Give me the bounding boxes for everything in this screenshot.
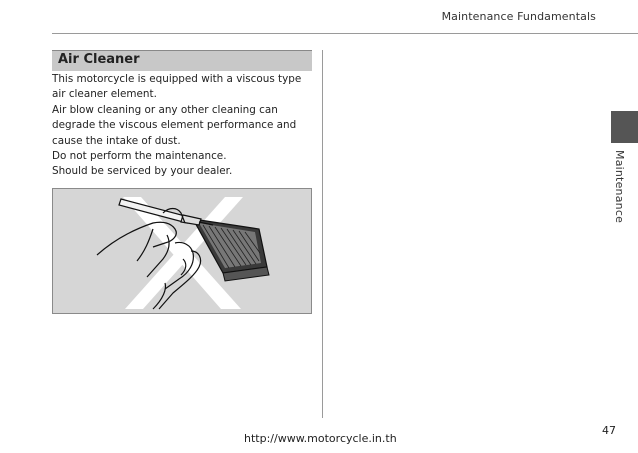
side-tab-label: Maintenance	[613, 150, 626, 224]
body-line: degrade the viscous element performance and	[52, 119, 297, 132]
header-title: Maintenance Fundamentals	[441, 10, 596, 23]
side-tab-label-wrap	[611, 150, 638, 250]
column-divider	[322, 50, 323, 418]
section-title: Air Cleaner	[58, 52, 140, 67]
body-line: Do not perform the maintenance.	[52, 150, 227, 163]
air-cleaner-illustration	[52, 188, 312, 314]
air-gun-icon	[119, 199, 213, 225]
do-not-blow-clean-illustration	[53, 189, 311, 313]
body-line: This motorcycle is equipped with a viscous type	[52, 73, 302, 85]
body-line: air cleaner element.	[52, 88, 157, 101]
body-line: cause the intake of dust.	[52, 134, 181, 147]
page-number: 47	[602, 424, 616, 437]
body-line: Air blow cleaning or any other cleaning can	[52, 103, 278, 116]
footer-url[interactable]: http://www.motorcycle.in.th	[244, 432, 397, 445]
section-heading-bar	[52, 50, 312, 71]
chapter-tab-marker	[611, 111, 638, 143]
header-rule	[52, 33, 638, 34]
section-body	[52, 72, 320, 180]
body-line: Should be serviced by your dealer.	[52, 165, 233, 178]
